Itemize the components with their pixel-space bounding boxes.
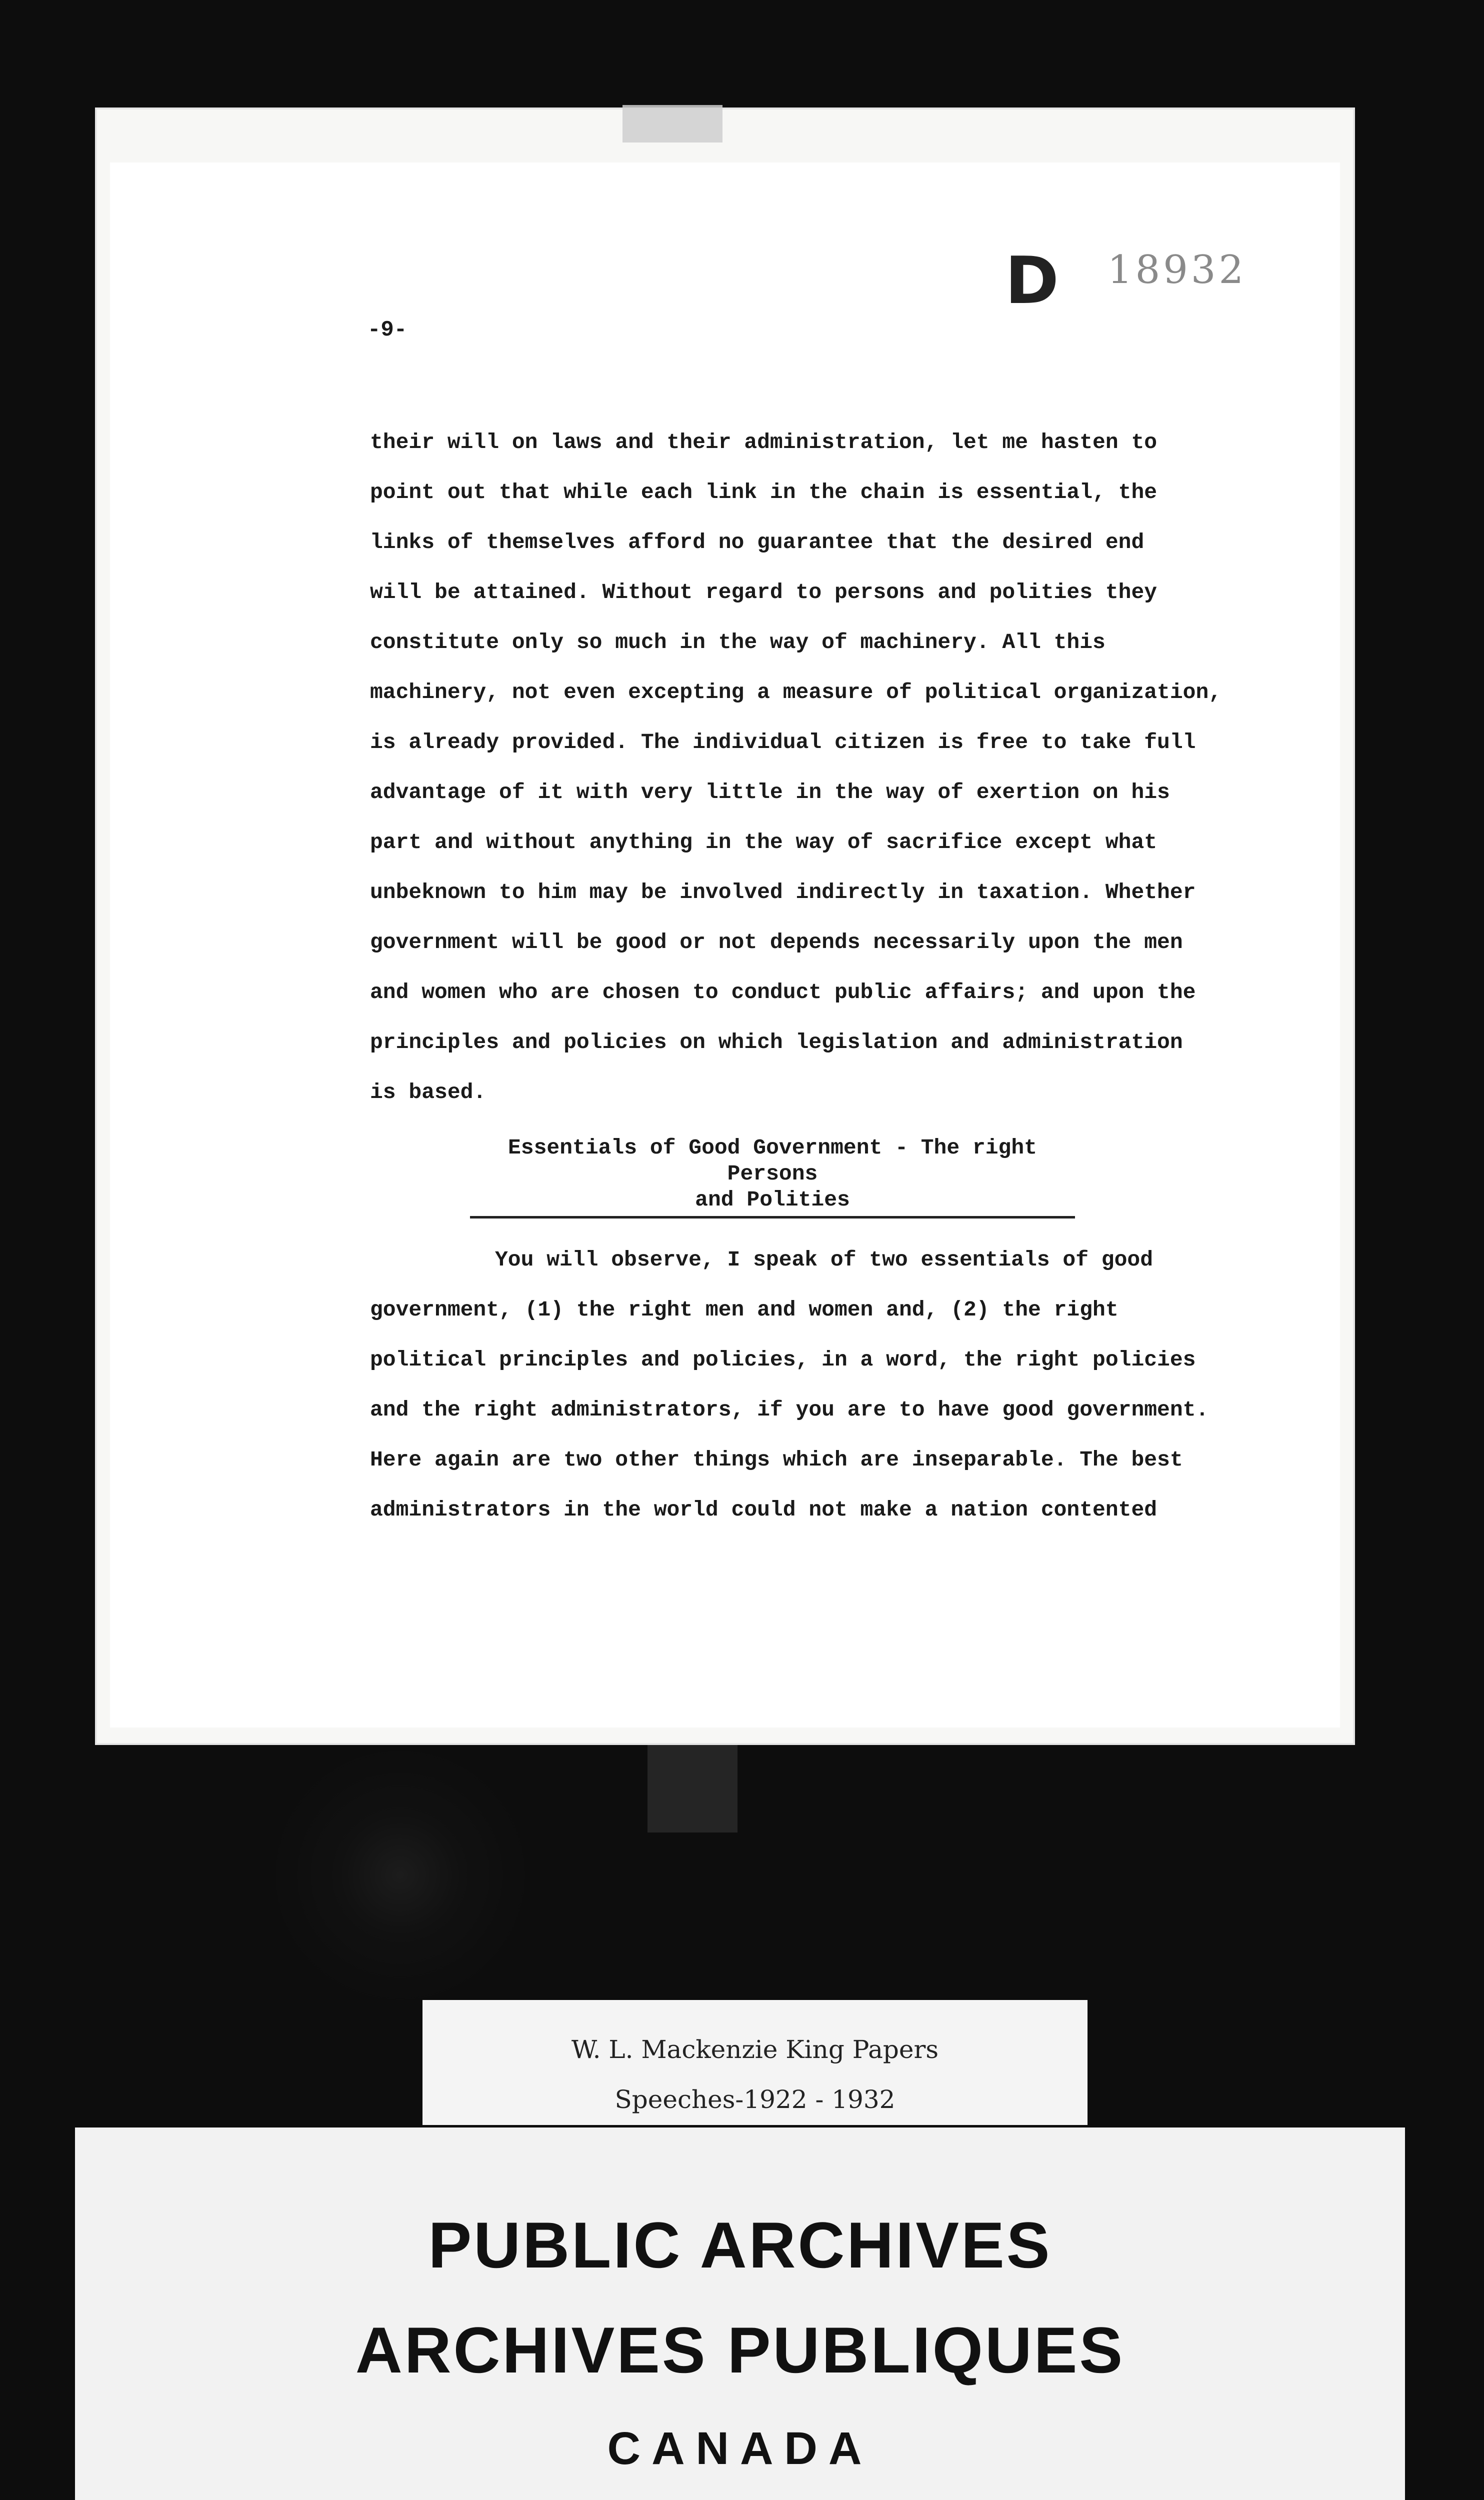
- tape-strip-bottom: [648, 1745, 738, 1832]
- text-line: administrators in the world could not make a nation contented: [370, 1498, 1158, 1522]
- text-line: part and without anything in the way of sacrifice except what: [370, 830, 1158, 854]
- heading-line-2: and Polities: [695, 1188, 850, 1212]
- text-line: will be attained. Without regard to persons and polities they: [370, 580, 1158, 604]
- page-number: -9-: [368, 318, 408, 342]
- text-line: political principles and policies, in a word, the right policies: [370, 1348, 1196, 1372]
- text-line: point out that while each link in the chain is essential, the: [370, 480, 1158, 504]
- archive-title-fr: ARCHIVES PUBLIQUES: [355, 2314, 1125, 2386]
- paragraph-1: [370, 418, 1220, 1118]
- text-line: constitute only so much in the way of machinery. All this: [370, 630, 1106, 654]
- text-line: government will be good or not depends necessarily upon the men: [370, 930, 1183, 954]
- archive-title-en: PUBLIC ARCHIVES: [428, 2208, 1052, 2282]
- text-line: government, (1) the right men and women and, (2) the right: [370, 1298, 1118, 1322]
- text-line: links of themselves afford no guarantee that the desired end: [370, 530, 1144, 554]
- section-heading: [470, 1135, 1075, 1218]
- archive-card: [75, 2128, 1405, 2500]
- archive-country: CANADA: [607, 2423, 873, 2474]
- text-line: is based.: [370, 1080, 486, 1104]
- text-line: unbeknown to him may be involved indirectly in taxation. Whether: [370, 880, 1196, 904]
- collection-label: [422, 2000, 1088, 2125]
- stamp-mark: D: [1005, 242, 1056, 318]
- text-line: You will observe, I speak of two essentials of good: [495, 1248, 1154, 1272]
- paragraph-2: [370, 1235, 1220, 1535]
- heading-line-1: Essentials of Good Government - The right Persons: [508, 1136, 1037, 1186]
- tape-strip-top: [622, 105, 722, 142]
- text-line: machinery, not even excepting a measure of political organization,: [370, 680, 1222, 704]
- text-line: advantage of it with very little in the way of exertion on his: [370, 780, 1170, 804]
- text-line: and women who are chosen to conduct public affairs; and upon the: [370, 980, 1196, 1004]
- text-line: principles and policies on which legislation and administration: [370, 1030, 1183, 1054]
- document-number: 18932: [1108, 248, 1247, 292]
- text-line: is already provided. The individual citizen is free to take full: [370, 730, 1196, 754]
- collection-name: W. L. Mackenzie King Papers: [571, 2035, 939, 2064]
- collection-series: Speeches-1922 - 1932: [614, 2085, 896, 2114]
- text-line: their will on laws and their administration, let me hasten to: [370, 430, 1158, 454]
- text-line: Here again are two other things which are inseparable. The best: [370, 1448, 1183, 1472]
- text-line: and the right administrators, if you are to have good government.: [370, 1398, 1209, 1422]
